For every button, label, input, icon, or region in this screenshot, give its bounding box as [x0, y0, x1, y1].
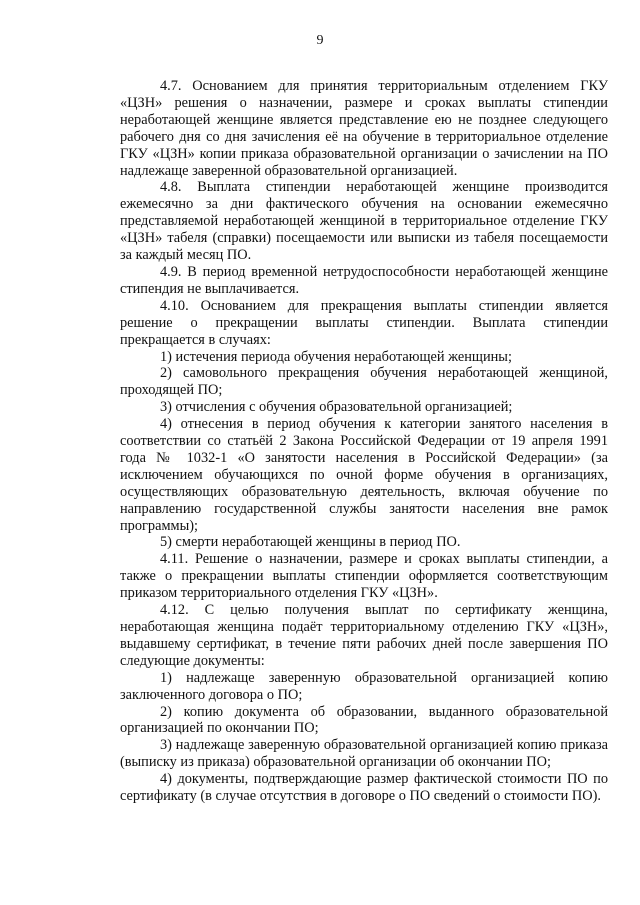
page-number: 9: [316, 33, 324, 48]
list-item-4-10-1: 1) истечения периода обучения неработающей женщины;: [160, 348, 512, 365]
list-item-4-12-4: 4) документы, подтверждающие размер фактической стоимости ПО по сертификату (в случае отсутствия в договоре о ПО сведений о стоимости ПО).: [120, 771, 608, 805]
paragraph-4-12: 4.12. С целью получения выплат по сертификату женщина, неработающая женщина подаёт территориальному отделению ГКУ «ЦЗН», выдавшему сертификат, в течение пяти рабочих дней после завершения ПО следующие документы:: [120, 602, 608, 669]
paragraph-4-9: 4.9. В период временной нетрудоспособности неработающей женщине стипендия не выплачивается.: [120, 263, 608, 297]
list-item-4-10-3: 3) отчисления с обучения образовательной организацией;: [160, 399, 513, 416]
list-item-4-12-1: 1) надлежаще заверенную образовательной организацией копию заключенного договора о ПО;: [120, 669, 608, 703]
list-item-4-12-3: 3) надлежаще заверенную образовательной организацией копию приказа (выписку из приказа) образовательной организации об окончании ПО;: [120, 737, 608, 771]
paragraph-4-10: 4.10. Основанием для прекращения выплаты стипендии является решение о прекращении выплаты стипендии. Выплата стипендии прекращается в случаях:: [120, 297, 608, 348]
paragraph-4-11: 4.11. Решение о назначении, размере и сроках выплаты стипендии, а также о прекращении выплаты стипендии оформляется соответствующим приказом территориального отделения ГКУ «ЦЗН».: [120, 551, 608, 602]
list-item-4-10-4: 4) отнесения в период обучения к категории занятого населения в соответствии со статьёй 2 Закона Российской Федерации от 19 апреля 1991 года № 1032-1 «О занятости населения в Российской Федерации» (за исключением обучающихся по очной форме обучения в организациях, осуществляющих образовательную деятельность, включая обучение по направлению государственной службы занятости населения вне рамок программы);: [120, 416, 608, 534]
document-body: [120, 78, 608, 805]
paragraph-4-7: 4.7. Основанием для принятия территориальным отделением ГКУ «ЦЗН» решения о назначении, размере и сроках выплаты стипендии неработающей женщине является представление ею не позднее следующего рабочего дня со дня зачисления её на обучение в территориальное отделение ГКУ «ЦЗН» копии приказа образовательной организации о зачислении на ПО надлежаще заверенной образовательной организацией.: [120, 78, 608, 179]
list-item-4-12-2: 2) копию документа об образовании, выданного образовательной организацией по окончании ПО;: [120, 703, 608, 737]
paragraph-4-8: 4.8. Выплата стипендии неработающей женщине производится ежемесячно за дни фактического обучения на основании ежемесячно представляемой неработающей женщиной в территориальное отделение ГКУ «ЦЗН» табеля (справки) посещаемости или выписки из табеля посещаемости за каждый месяц ПО.: [120, 179, 608, 264]
list-item-4-10-5: 5) смерти неработающей женщины в период ПО.: [160, 534, 461, 551]
list-item-4-10-2: 2) самовольного прекращения обучения неработающей женщиной, проходящей ПО;: [120, 365, 608, 399]
